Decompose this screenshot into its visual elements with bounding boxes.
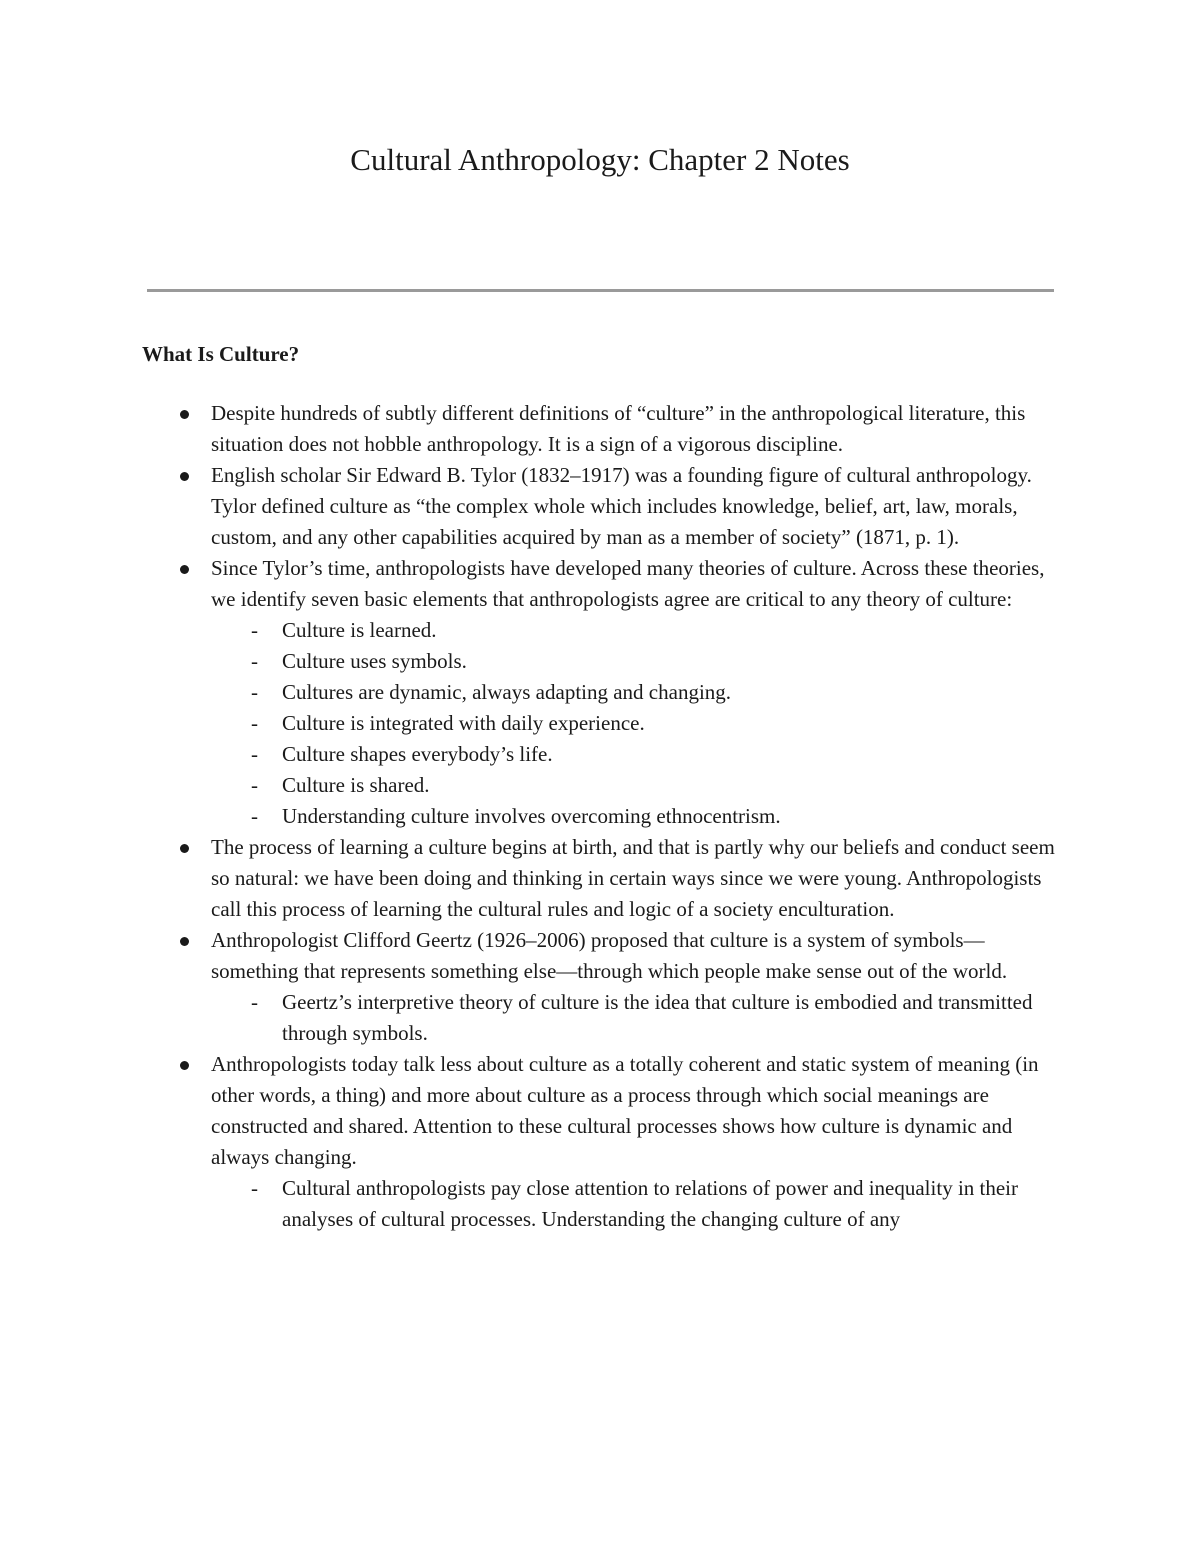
bullet-text: Since Tylor’s time, anthropologists have developed many theories of culture. Across these theories, we identify seven basic elements that anthropologists agree are critical to any theory of culture: (211, 556, 1045, 611)
sub-item (211, 987, 1072, 1049)
sub-item (211, 739, 1072, 770)
page-title: Cultural Anthropology: Chapter 2 Notes (350, 142, 850, 177)
bullet-item (142, 832, 1072, 925)
sub-item (211, 1173, 1072, 1235)
sub-list (211, 1173, 1072, 1235)
sub-item-text: Geertz’s interpretive theory of culture is the idea that culture is embodied and transmitted through symbols. (282, 990, 1033, 1045)
bullet-item (142, 553, 1072, 832)
dash-icon: - (251, 618, 258, 642)
sub-item-text: Culture uses symbols. (282, 649, 467, 673)
bullet-icon (180, 1061, 189, 1070)
dash-icon: - (251, 711, 258, 735)
sub-item-text: Cultures are dynamic, always adapting and changing. (282, 680, 732, 704)
horizontal-divider (147, 289, 1054, 292)
sub-item-text: Culture shapes everybody’s life. (282, 742, 553, 766)
bullet-text: Anthropologists today talk less about culture as a totally coherent and static system of meaning (in other words, a thing) and more about culture as a process through which social meanings are constructed and shared. Attention to these cultural processes shows how culture is dynamic and always changing. (211, 1052, 1039, 1169)
sub-item (211, 801, 1072, 832)
sub-item (211, 615, 1072, 646)
bullet-text: English scholar Sir Edward B. Tylor (1832–1917) was a founding figure of cultural anthropology. Tylor defined culture as “the complex whole which includes knowledge, belief, art, law, morals, custom, and any other capabilities acquired by man as a member of society” (1871, p. 1). (211, 463, 1032, 549)
sub-item (211, 677, 1072, 708)
bullet-text: The process of learning a culture begins at birth, and that is partly why our beliefs and conduct seem so natural: we have been doing and thinking in certain ways since we were young. Anthropologists call this process of learning the cultural rules and logic of a society enculturation. (211, 835, 1055, 921)
dash-icon: - (251, 680, 258, 704)
sub-item-text: Culture is learned. (282, 618, 437, 642)
sub-item (211, 708, 1072, 739)
bullet-icon (180, 472, 189, 481)
sub-item-text: Understanding culture involves overcoming ethnocentrism. (282, 804, 781, 828)
notes-content (142, 398, 1072, 1235)
bullet-icon (180, 844, 189, 853)
dash-icon: - (251, 773, 258, 797)
bullet-icon (180, 565, 189, 574)
dash-icon: - (251, 990, 258, 1014)
dash-icon: - (251, 1176, 258, 1200)
bullet-list (142, 398, 1072, 1235)
sub-item-text: Culture is integrated with daily experience. (282, 711, 645, 735)
sub-item-text: Culture is shared. (282, 773, 430, 797)
bullet-item (142, 398, 1072, 460)
sub-item (211, 770, 1072, 801)
sub-list (211, 615, 1072, 832)
bullet-icon (180, 937, 189, 946)
bullet-icon (180, 410, 189, 419)
bullet-item (142, 925, 1072, 1049)
sub-item (211, 646, 1072, 677)
bullet-item (142, 460, 1072, 553)
bullet-text: Despite hundreds of subtly different definitions of “culture” in the anthropological literature, this situation does not hobble anthropology. It is a sign of a vigorous discipline. (211, 401, 1026, 456)
section-heading: What Is Culture? (142, 342, 300, 366)
bullet-item (142, 1049, 1072, 1235)
dash-icon: - (251, 804, 258, 828)
bullet-text: Anthropologist Clifford Geertz (1926–2006) proposed that culture is a system of symbols—something that represents something else—through which people make sense out of the world. (211, 928, 1008, 983)
sub-item-text: Cultural anthropologists pay close attention to relations of power and inequality in their analyses of cultural processes. Understanding the changing culture of any (282, 1176, 1019, 1231)
dash-icon: - (251, 742, 258, 766)
dash-icon: - (251, 649, 258, 673)
sub-list (211, 987, 1072, 1049)
